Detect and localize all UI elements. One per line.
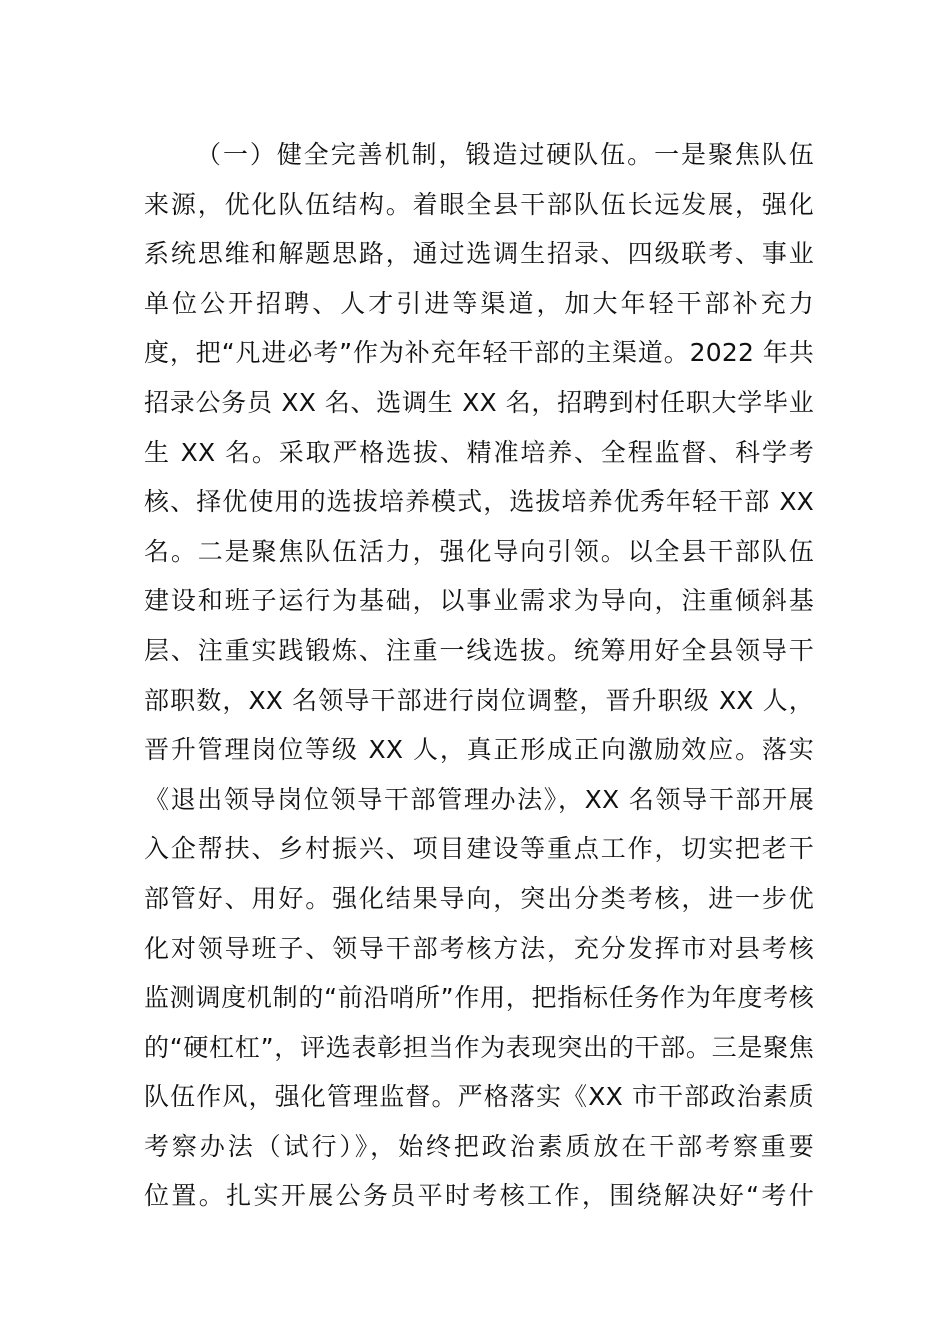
- paragraph-line: 入企帮扶、乡村振兴、项目建设等重点工作，切实把老干: [144, 834, 814, 864]
- paragraph-line: 核、择优使用的选拔培养模式，选拔培养优秀年轻干部 XX: [144, 487, 814, 517]
- paragraph-line: 度，把“凡进必考”作为补充年轻干部的主渠道。2022 年共: [144, 338, 814, 368]
- paragraph-line: （一）健全完善机制，锻造过硬队伍。一是聚焦队伍: [196, 140, 814, 169]
- paragraph-line: 招录公务员 XX 名、选调生 XX 名，招聘到村任职大学毕业: [144, 387, 814, 417]
- paragraph-line: 位置。扎实开展公务员平时考核工作，围绕解决好“考什: [144, 1181, 814, 1211]
- paragraph-line: 来源，优化队伍结构。着眼全县干部队伍长远发展，强化: [144, 189, 814, 219]
- paragraph-line: 化对领导班子、领导干部考核方法，充分发挥市对县考核: [144, 933, 814, 963]
- paragraph-line: 监测调度机制的“前沿哨所”作用，把指标任务作为年度考核: [144, 983, 814, 1013]
- paragraph-line: 生 XX 名。采取严格选拔、精准培养、全程监督、科学考: [144, 437, 814, 467]
- paragraph-line: 建设和班子运行为基础，以事业需求为导向，注重倾斜基: [144, 586, 814, 616]
- paragraph-line: 部管好、用好。强化结果导向，突出分类考核，进一步优: [144, 883, 814, 913]
- body-paragraph: [144, 130, 814, 1221]
- paragraph-line: 名。二是聚焦队伍活力，强化导向引领。以全县干部队伍: [144, 536, 814, 566]
- paragraph-line: 单位公开招聘、人才引进等渠道，加大年轻干部补充力: [144, 288, 814, 318]
- paragraph-line: 《退出领导岗位领导干部管理办法》，XX 名领导干部开展: [144, 784, 814, 814]
- paragraph-line: 系统思维和解题思路，通过选调生招录、四级联考、事业: [144, 239, 814, 269]
- paragraph-line: 的“硬杠杠”，评选表彰担当作为表现突出的干部。三是聚焦: [144, 1032, 814, 1062]
- paragraph-line: 部职数，XX 名领导干部进行岗位调整，晋升职级 XX 人，: [144, 685, 814, 715]
- paragraph-line: 队伍作风，强化管理监督。严格落实《XX 市干部政治素质: [144, 1082, 814, 1112]
- paragraph-line: 层、注重实践锻炼、注重一线选拔。统筹用好全县领导干: [144, 635, 814, 665]
- paragraph-line: 考察办法（试行）》，始终把政治素质放在干部考察重要: [144, 1131, 814, 1161]
- paragraph-line: 晋升管理岗位等级 XX 人，真正形成正向激励效应。落实: [144, 735, 814, 765]
